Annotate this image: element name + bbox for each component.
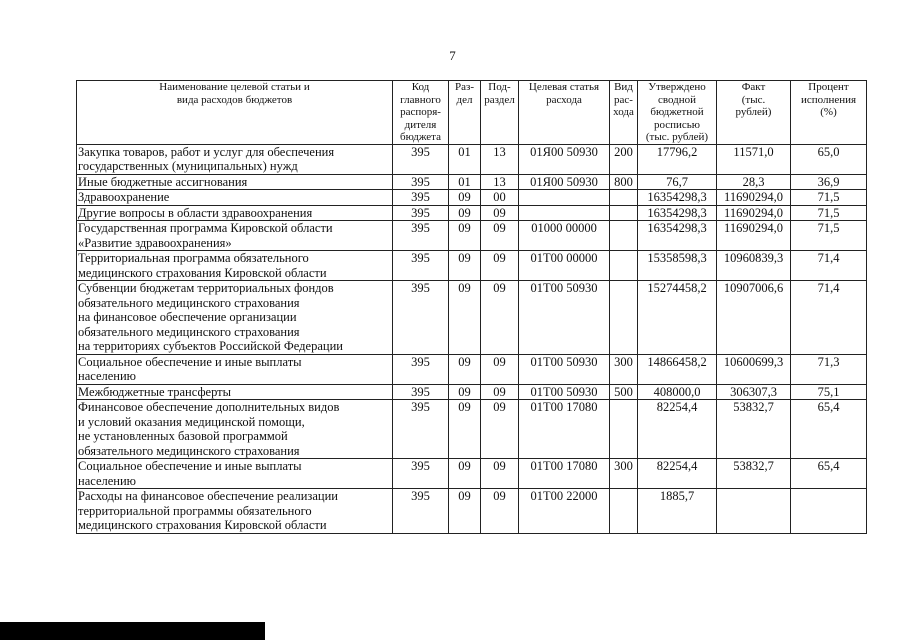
code-cell: 395	[393, 174, 449, 190]
name-line: на территориях субъектов Российской Федерации	[78, 339, 343, 354]
header-fact	[717, 81, 791, 145]
header-line: Вид	[614, 81, 633, 93]
code-cell: 395	[393, 384, 449, 400]
plan-cell: 82254,4	[638, 400, 717, 459]
fact-cell	[717, 489, 791, 534]
fact-cell: 10600699,3	[717, 354, 791, 384]
plan-cell: 16354298,3	[638, 190, 717, 206]
percent-cell: 71,3	[791, 354, 867, 384]
percent-cell	[791, 489, 867, 534]
kind-cell	[610, 400, 638, 459]
subsection-cell: 13	[481, 144, 519, 174]
name-cell	[77, 205, 393, 221]
section-cell: 09	[449, 205, 481, 221]
header-percent	[791, 81, 867, 145]
fact-cell: 53832,7	[717, 400, 791, 459]
percent-cell: 65,4	[791, 400, 867, 459]
subsection-cell: 09	[481, 459, 519, 489]
header-line: бюджетной	[650, 106, 704, 119]
header-line: главного	[400, 93, 441, 106]
target-cell	[519, 190, 610, 206]
header-line: (%)	[820, 106, 837, 119]
target-cell: 01Т00 00000	[519, 251, 610, 281]
name-cell	[77, 384, 393, 400]
code-cell: 395	[393, 221, 449, 251]
code-cell: 395	[393, 190, 449, 206]
plan-cell: 17796,2	[638, 144, 717, 174]
table-row	[77, 221, 867, 251]
name-line: Социальное обеспечение и иные выплаты	[78, 354, 302, 369]
name-line: Иные бюджетные ассигнования	[78, 174, 248, 189]
kind-cell: 500	[610, 384, 638, 400]
kind-cell	[610, 190, 638, 206]
table-body	[77, 144, 867, 533]
kind-cell	[610, 489, 638, 534]
header-line: исполнения	[800, 93, 857, 106]
plan-cell: 15358598,3	[638, 251, 717, 281]
name-line: обязательного медицинского страхования	[78, 443, 300, 458]
name-line: «Развитие здравоохранения»	[78, 235, 232, 250]
name-line: Социальное обеспечение и иные выплаты	[78, 459, 302, 474]
name-cell	[77, 354, 393, 384]
target-cell: 01Т00 17080	[519, 400, 610, 459]
budget-execution-table	[76, 80, 867, 534]
kind-cell	[610, 221, 638, 251]
fact-cell: 11690294,0	[717, 205, 791, 221]
table-row	[77, 354, 867, 384]
plan-cell: 16354298,3	[638, 205, 717, 221]
target-cell: 01Я00 50930	[519, 174, 610, 190]
section-cell: 09	[449, 190, 481, 206]
section-cell: 01	[449, 174, 481, 190]
table-row	[77, 174, 867, 190]
name-line: государственных (муниципальных) нужд	[78, 159, 298, 174]
kind-cell	[610, 205, 638, 221]
name-line: Территориальная программа обязательного	[78, 251, 309, 266]
header-target	[519, 81, 610, 145]
percent-cell: 71,5	[791, 205, 867, 221]
header-line: росписью	[653, 118, 701, 131]
subsection-cell: 09	[481, 205, 519, 221]
percent-cell: 71,4	[791, 251, 867, 281]
name-line: Субвенции бюджетам территориальных фондов	[78, 281, 334, 296]
name-cell	[77, 281, 393, 355]
table-row	[77, 281, 867, 355]
code-cell: 395	[393, 251, 449, 281]
name-line: населению	[78, 369, 136, 384]
plan-cell: 16354298,3	[638, 221, 717, 251]
header-line: Целевая статья	[528, 81, 600, 93]
kind-cell: 800	[610, 174, 638, 190]
section-cell: 01	[449, 144, 481, 174]
header-line: Процент	[808, 81, 849, 93]
name-line: территориальной программы обязательного	[78, 503, 312, 518]
code-cell: 395	[393, 205, 449, 221]
section-cell: 09	[449, 400, 481, 459]
section-cell: 09	[449, 251, 481, 281]
plan-cell: 82254,4	[638, 459, 717, 489]
subsection-cell: 09	[481, 384, 519, 400]
header-line: Раз-	[454, 81, 474, 93]
header-line: расхода	[546, 93, 582, 106]
kind-cell: 300	[610, 459, 638, 489]
kind-cell: 300	[610, 354, 638, 384]
table-row	[77, 251, 867, 281]
name-cell	[77, 489, 393, 534]
header-line: дел	[456, 93, 473, 106]
fact-cell: 10907006,6	[717, 281, 791, 355]
code-cell: 395	[393, 489, 449, 534]
subsection-cell: 09	[481, 251, 519, 281]
code-cell: 395	[393, 400, 449, 459]
subsection-cell: 09	[481, 221, 519, 251]
percent-cell: 71,5	[791, 190, 867, 206]
header-kind	[610, 81, 638, 145]
percent-cell: 65,0	[791, 144, 867, 174]
header-subsection	[481, 81, 519, 145]
table-row	[77, 190, 867, 206]
header-line: Код	[411, 81, 430, 93]
code-cell: 395	[393, 144, 449, 174]
section-cell: 09	[449, 489, 481, 534]
target-cell: 01Т00 22000	[519, 489, 610, 534]
header-section	[449, 81, 481, 145]
section-cell: 09	[449, 384, 481, 400]
name-cell	[77, 400, 393, 459]
table-row	[77, 144, 867, 174]
target-cell: 01Я00 50930	[519, 144, 610, 174]
target-cell: 01Т00 50930	[519, 354, 610, 384]
table-row	[77, 384, 867, 400]
subsection-cell: 09	[481, 354, 519, 384]
plan-cell: 15274458,2	[638, 281, 717, 355]
name-cell	[77, 251, 393, 281]
subsection-cell: 13	[481, 174, 519, 190]
code-cell: 395	[393, 354, 449, 384]
redaction-bar	[0, 622, 265, 640]
target-cell: 01Т00 17080	[519, 459, 610, 489]
header-plan	[638, 81, 717, 145]
fact-cell: 10960839,3	[717, 251, 791, 281]
section-cell: 09	[449, 354, 481, 384]
name-cell	[77, 144, 393, 174]
table-row	[77, 400, 867, 459]
header-line: распоря-	[400, 106, 441, 119]
section-cell: 09	[449, 221, 481, 251]
subsection-cell: 00	[481, 190, 519, 206]
percent-cell: 75,1	[791, 384, 867, 400]
header-line: сводной	[657, 93, 697, 106]
name-line: Межбюджетные трансферты	[78, 384, 232, 399]
subsection-cell: 09	[481, 489, 519, 534]
fact-cell: 11690294,0	[717, 221, 791, 251]
percent-cell: 65,4	[791, 459, 867, 489]
fact-cell: 28,3	[717, 174, 791, 190]
name-line: Финансовое обеспечение дополнительных видов	[78, 400, 340, 415]
section-cell: 09	[449, 281, 481, 355]
name-cell	[77, 174, 393, 190]
table-header-row	[77, 81, 867, 145]
name-cell	[77, 190, 393, 206]
name-line: Расходы на финансовое обеспечение реализации	[78, 489, 338, 504]
name-line: медицинского страхования Кировской области	[78, 265, 327, 280]
header-line: раздел	[484, 93, 515, 106]
target-cell	[519, 205, 610, 221]
name-line: на финансовое обеспечение организации	[78, 310, 297, 325]
name-cell	[77, 459, 393, 489]
header-line: (тыс. рублей)	[645, 131, 709, 144]
name-cell	[77, 221, 393, 251]
header-line: бюджета	[399, 131, 441, 144]
name-line: медицинского страхования Кировской области	[78, 518, 327, 533]
header-code	[393, 81, 449, 145]
name-line: и условий оказания медицинской помощи,	[78, 414, 305, 429]
header-line: рас-	[614, 93, 633, 106]
page-number: 7	[449, 48, 456, 63]
name-line: не установленных базовой программой	[78, 429, 288, 444]
subsection-cell: 09	[481, 400, 519, 459]
header-line: Факт	[741, 81, 766, 93]
fact-cell: 53832,7	[717, 459, 791, 489]
table-row	[77, 489, 867, 534]
percent-cell: 36,9	[791, 174, 867, 190]
section-cell: 09	[449, 459, 481, 489]
header-line: хода	[613, 106, 634, 119]
target-cell: 01000 00000	[519, 221, 610, 251]
name-line: Государственная программа Кировской области	[78, 221, 333, 236]
header-line: рублей)	[735, 106, 772, 119]
kind-cell	[610, 281, 638, 355]
header-line: вида расходов бюджетов	[176, 93, 293, 106]
subsection-cell: 09	[481, 281, 519, 355]
header-line: Наименование целевой статьи и	[159, 81, 310, 93]
name-line: обязательного медицинского страхования	[78, 295, 300, 310]
name-line: Закупка товаров, работ и услуг для обеспечения	[78, 144, 335, 159]
header-line: Утверждено	[648, 81, 706, 93]
name-line: обязательного медицинского страхования	[78, 324, 300, 339]
kind-cell	[610, 251, 638, 281]
name-line: Здравоохранение	[78, 190, 170, 205]
table-row	[77, 459, 867, 489]
fact-cell: 11571,0	[717, 144, 791, 174]
name-line: населению	[78, 473, 136, 488]
code-cell: 395	[393, 459, 449, 489]
code-cell: 395	[393, 281, 449, 355]
header-name	[77, 81, 393, 145]
header-line: дителя	[404, 118, 437, 131]
table-row	[77, 205, 867, 221]
target-cell: 01Т00 50930	[519, 384, 610, 400]
header-line: Под-	[488, 81, 511, 93]
plan-cell: 408000,0	[638, 384, 717, 400]
name-line: Другие вопросы в области здравоохранения	[78, 205, 313, 220]
percent-cell: 71,5	[791, 221, 867, 251]
plan-cell: 1885,7	[638, 489, 717, 534]
percent-cell: 71,4	[791, 281, 867, 355]
plan-cell: 14866458,2	[638, 354, 717, 384]
kind-cell: 200	[610, 144, 638, 174]
target-cell: 01Т00 50930	[519, 281, 610, 355]
header-line: (тыс.	[741, 93, 766, 106]
plan-cell: 76,7	[638, 174, 717, 190]
fact-cell: 306307,3	[717, 384, 791, 400]
fact-cell: 11690294,0	[717, 190, 791, 206]
